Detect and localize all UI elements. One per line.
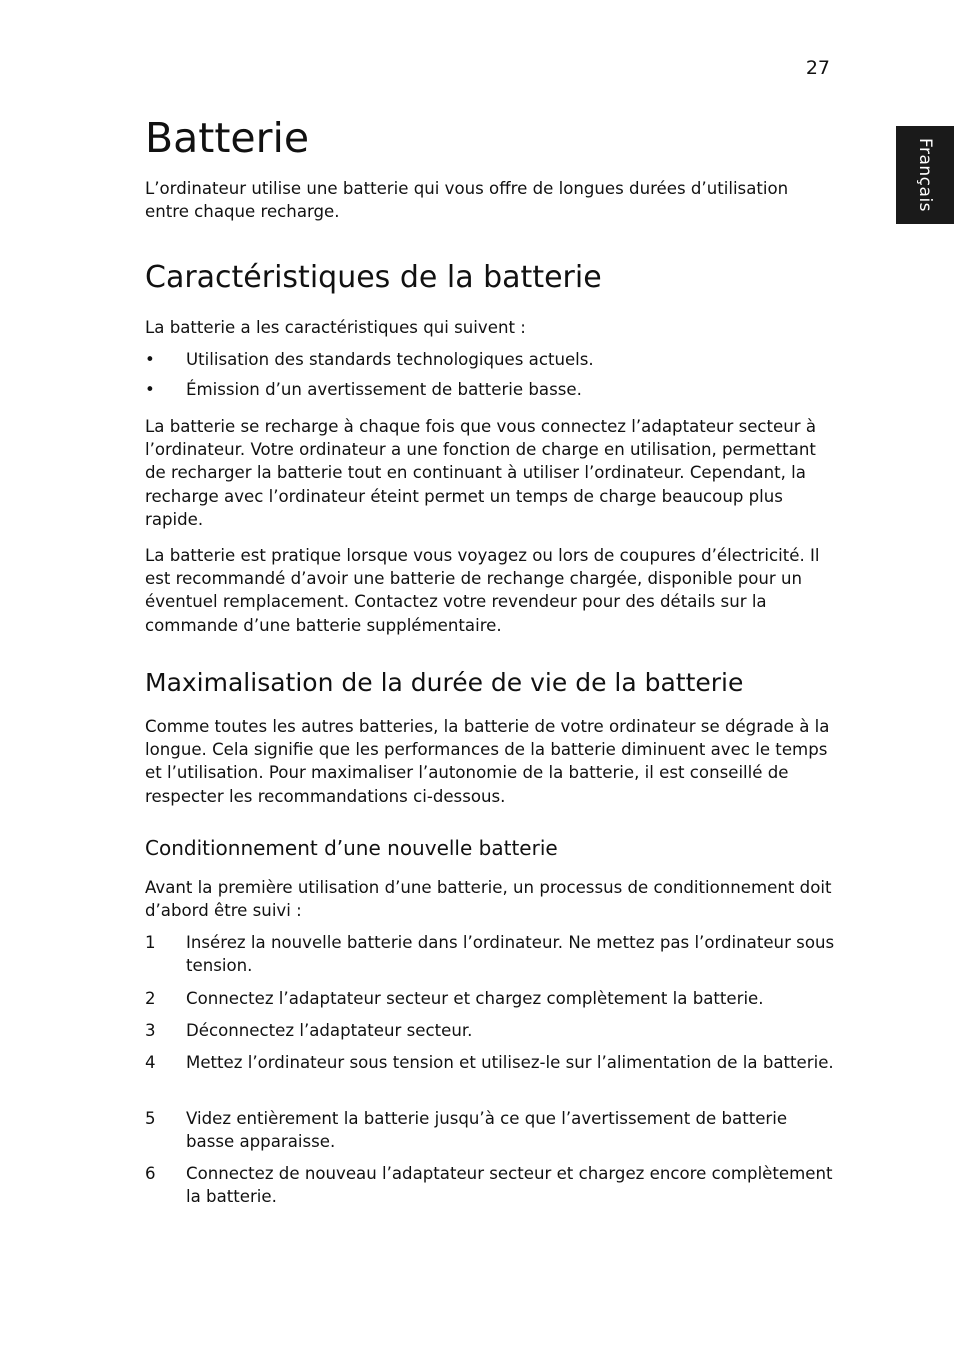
list-item: [145, 931, 835, 977]
step-number: 2: [145, 989, 156, 1008]
step-number: 5: [145, 1109, 156, 1128]
bullet-marker: •: [145, 350, 155, 369]
list-item: [145, 378, 835, 401]
section-heading-conditioning: Conditionnement d’une nouvelle batterie: [145, 836, 558, 860]
step-text: Connectez l’adaptateur secteur et chargez complètement la batterie.: [186, 989, 764, 1008]
features-lead: La batterie a les caractéristiques qui suivent :: [145, 318, 526, 337]
language-tab-label: Français: [915, 137, 935, 213]
list-item: [145, 1019, 835, 1042]
list-item: [145, 1162, 835, 1208]
step-number: 6: [145, 1164, 156, 1183]
section-heading-maximize-life: Maximalisation de la durée de vie de la batterie: [145, 668, 744, 697]
list-item: [145, 1107, 835, 1153]
step-text: Connectez de nouveau l’adaptateur secteur et chargez encore complètement la batterie.: [186, 1164, 833, 1207]
list-item-text: Utilisation des standards technologiques actuels.: [186, 350, 594, 369]
step-number: 4: [145, 1053, 156, 1072]
list-item: [145, 987, 835, 1010]
page-title: Batterie: [145, 114, 310, 162]
language-tab: [896, 126, 954, 224]
step-text: Mettez l’ordinateur sous tension et utilisez-le sur l’alimentation de la batterie.: [186, 1053, 834, 1072]
recharge-paragraph: La batterie se recharge à chaque fois que vous connectez l’adaptateur secteur à l’ordinateur. Votre ordinateur a une fonction de charge en utilisation, permettant de recharger la batterie tout en continuant à utiliser l’ordinateur. Cependant, la recharge avec l’ordinateur éteint permet un temps de charge beaucoup plus rapide.: [145, 417, 817, 529]
step-text: Videz entièrement la batterie jusqu’à ce que l’avertissement de batterie basse apparaisse.: [186, 1109, 788, 1152]
section-heading-battery-features: Caractéristiques de la batterie: [145, 260, 602, 295]
step-number: 3: [145, 1021, 156, 1040]
page-number: 27: [805, 57, 830, 79]
step-text: Déconnectez l’adaptateur secteur.: [186, 1021, 473, 1040]
maximize-paragraph: Comme toutes les autres batteries, la batterie de votre ordinateur se dégrade à la longue. Cela signifie que les performances de la batterie diminuent avec le temps et l’utilisation. Pour maximaliser l’autonomie de la batterie, il est conseillé de respecter les recommandations ci-dessous.: [145, 717, 830, 806]
list-item: [145, 348, 835, 371]
list-item: [145, 1051, 835, 1074]
bullet-marker: •: [145, 380, 155, 399]
travel-paragraph: La batterie est pratique lorsque vous voyagez ou lors de coupures d’électricité. Il est recommandé d’avoir une batterie de rechange chargée, disponible pour un éventuel remplacement. Contactez votre revendeur pour des détails sur la commande d’une batterie supplémentaire.: [145, 546, 820, 635]
conditioning-lead: Avant la première utilisation d’une batterie, un processus de conditionnement doit d’abord être suivi :: [145, 878, 832, 921]
list-item-text: Émission d’un avertissement de batterie basse.: [186, 380, 582, 399]
intro-paragraph: L’ordinateur utilise une batterie qui vous offre de longues durées d’utilisation entre chaque recharge.: [145, 179, 789, 222]
step-number: 1: [145, 933, 156, 952]
step-text: Insérez la nouvelle batterie dans l’ordinateur. Ne mettez pas l’ordinateur sous tension.: [186, 933, 835, 976]
